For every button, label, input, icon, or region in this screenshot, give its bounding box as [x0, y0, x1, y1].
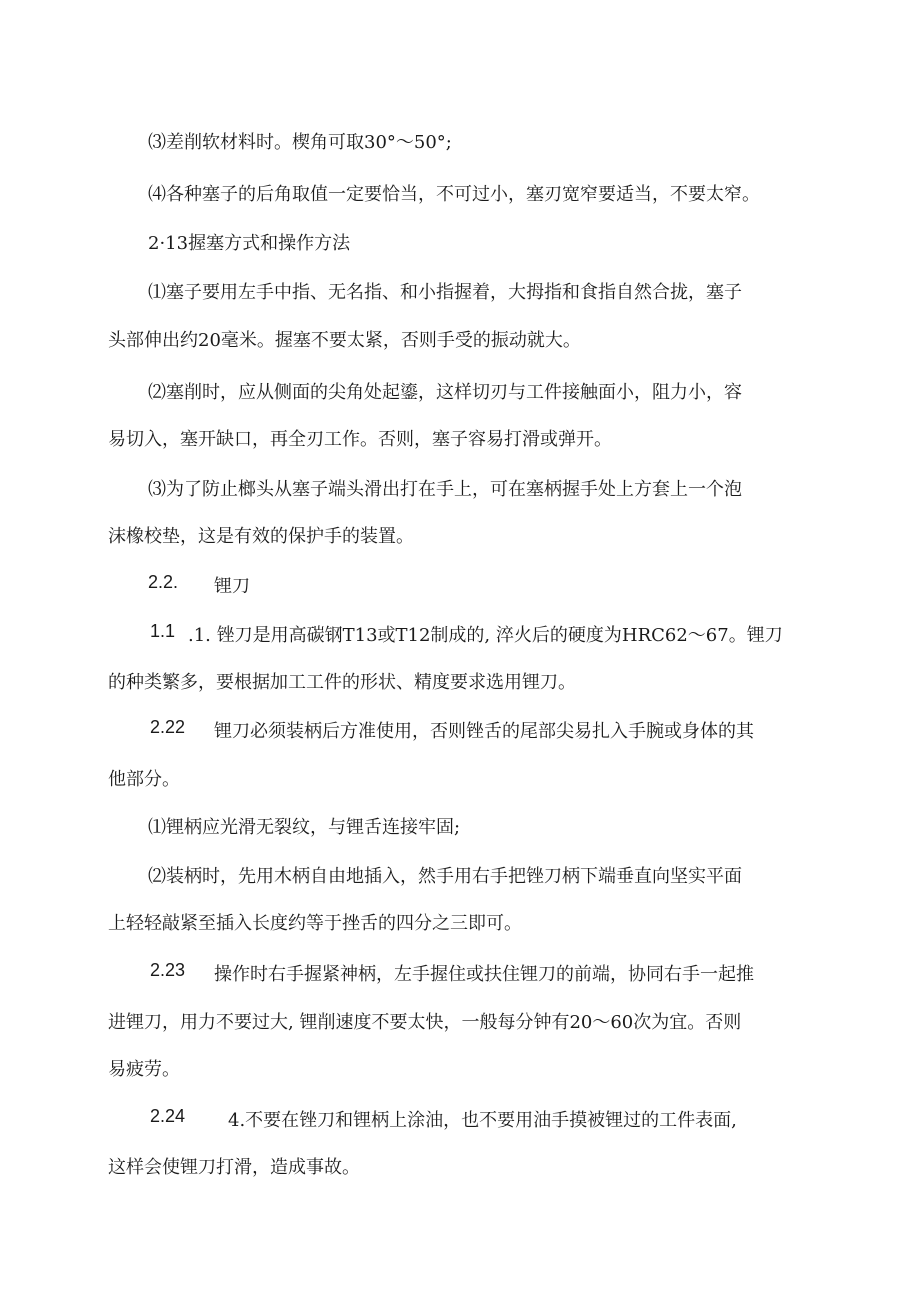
paragraph-file-material-line-2: 的种类繁多，要根据加工工件的形状、精度要求选用锂刀。 — [108, 672, 576, 693]
section-number-2-23: 2.23 — [150, 960, 186, 980]
paragraph-grip-line-2: 头部伸出约20毫米。握塞不要太紧，否则手受的振动就大。 — [108, 330, 581, 351]
paragraph-hammer-line-2: 沫橡校垫，这是有效的保护手的装置。 — [108, 526, 414, 547]
section-number-2-22: 2.22 — [150, 717, 186, 737]
section-title-file: 锂刀 — [214, 576, 250, 597]
paragraph-operation-line-2: 进锂刀，用力不要过大, 锂削速度不要太快，一般每分钟有20〜60次为宜。否则 — [108, 1012, 742, 1033]
paragraph-operation-line-1: 操作时右手握紧神柄，左手握住或扶住锂刀的前端，协同右手一起推 — [214, 964, 754, 985]
paragraph-chisel-soft-material: ⑶差削软材料时。楔角可取30°〜50°; — [148, 132, 452, 153]
paragraph-file-handle-line-2: 他部分。 — [108, 769, 180, 790]
paragraph-chisel-start-line-1: ⑵塞削时，应从侧面的尖角处起鎏，这样切刃与工件接触面小，阻力小，容 — [148, 382, 742, 403]
paragraph-hammer-line-1: ⑶为了防止榔头从塞子端头滑出打在手上，可在塞柄握手处上方套上一个泡 — [148, 479, 742, 500]
paragraph-chisel-start-line-2: 易切入，塞开缺口，再全刃工作。否则，塞子容易打滑或弹开。 — [108, 429, 612, 450]
paragraph-mount-handle-line-1: ⑵装柄时，先用木柄自由地插入，然手用右手把锉刀柄下端垂直向坚实平面 — [148, 866, 742, 887]
paragraph-file-material-line-1: .1. 锉刀是用高碳钢T13或T12制成的, 淬火后的硬度为HRC62〜67。锂刀 — [188, 625, 783, 646]
paragraph-handle-smooth: ⑴锂柄应光滑无裂纹，与锂舌连接牢固; — [148, 817, 461, 838]
section-number-2-2: 2.2. — [148, 572, 179, 592]
paragraph-grip-line-1: ⑴塞子要用左手中指、无名指、和小指握着，大拇指和食指自然合拢，塞子 — [148, 282, 742, 303]
section-number-2-24: 2.24 — [150, 1106, 186, 1126]
paragraph-no-oil-line-1: 4.不要在锉刀和锂柄上涂油，也不要用油手摸被锂过的工件表面, — [228, 1110, 737, 1131]
paragraph-operation-line-3: 易疲劳。 — [108, 1059, 180, 1080]
paragraph-no-oil-line-2: 这样会使锂刀打滑，造成事故。 — [108, 1157, 360, 1178]
paragraph-chisel-back-angle: ⑷各种塞子的后角取值一定要恰当，不可过小，塞刃宽窄要适当，不要太窄。 — [148, 184, 760, 205]
paragraph-mount-handle-line-2: 上轻轻敲紧至插入长度约等于挫舌的四分之三即可。 — [108, 913, 522, 934]
paragraph-file-handle-line-1: 锂刀必须装柄后方准使用，否则锉舌的尾部尖易扎入手腕或身体的其 — [214, 721, 754, 742]
section-number-1-1: 1.1 — [150, 621, 176, 641]
heading-2-13: 2·13握塞方式和操作方法 — [148, 233, 351, 254]
